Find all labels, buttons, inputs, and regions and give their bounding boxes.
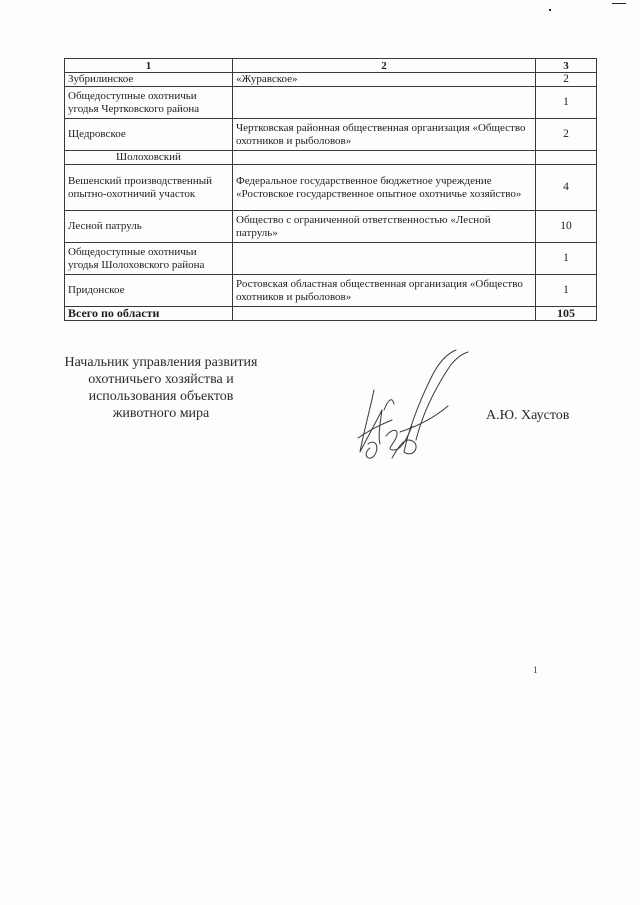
total-empty-cell [233,307,536,321]
ground-name: Общедоступные охотничьи угодья Чертковского района [65,87,233,119]
region-name: Шолоховский [65,151,233,165]
position-line: использования объектов [88,389,234,404]
organization: «Журавское» [233,73,536,87]
table-row [65,211,597,243]
total-value: 105 [536,307,597,321]
total-row [65,307,597,321]
quota-count: 2 [536,119,597,151]
column-header: 1 [65,59,233,73]
organization: Общество с ограниченной ответственностью «Лесной патруль» [233,211,536,243]
quota-count: 1 [536,275,597,307]
table-row [65,119,597,151]
quota-count [536,151,597,165]
ground-name: Придонское [65,275,233,307]
quota-count: 4 [536,165,597,211]
table-row [65,243,597,275]
ground-name: Зубрилинское [65,73,233,87]
organization: Ростовская областная общественная организация «Общество охотников и рыболовов» [233,275,536,307]
organization: Чертковская районная общественная организация «Общество охотников и рыболовов» [233,119,536,151]
scan-speck [549,9,551,11]
total-label: Всего по области [65,307,233,321]
column-header: 2 [233,59,536,73]
table-row [65,73,597,87]
column-header: 3 [536,59,597,73]
quota-count: 1 [536,87,597,119]
handwritten-signature [330,340,480,475]
hunting-grounds-table [64,58,597,321]
signatory-name: А.Ю. Хаустов [486,408,570,423]
table-row [65,275,597,307]
ground-name: Вешенский производственный опытно-охотничий участок [65,165,233,211]
organization [233,87,536,119]
position-line: Начальник управления развития [64,355,258,370]
organization [233,243,536,275]
position-line: животного мира [112,406,210,421]
region-row [65,151,597,165]
table-header-row [65,59,597,73]
signatory-position [52,354,270,422]
table-row [65,87,597,119]
quota-count: 10 [536,211,597,243]
ground-name: Общедоступные охотничьи угодья Шолоховского района [65,243,233,275]
page-number: 1 [533,665,538,675]
organization [233,151,536,165]
quota-count: 1 [536,243,597,275]
position-line: охотничьего хозяйства и [88,372,234,387]
scan-dash [612,3,626,4]
organization: Федеральное государственное бюджетное учреждение «Ростовское государственное опытное охотничье хозяйство» [233,165,536,211]
ground-name: Щедровское [65,119,233,151]
table-row [65,165,597,211]
ground-name: Лесной патруль [65,211,233,243]
quota-count: 2 [536,73,597,87]
